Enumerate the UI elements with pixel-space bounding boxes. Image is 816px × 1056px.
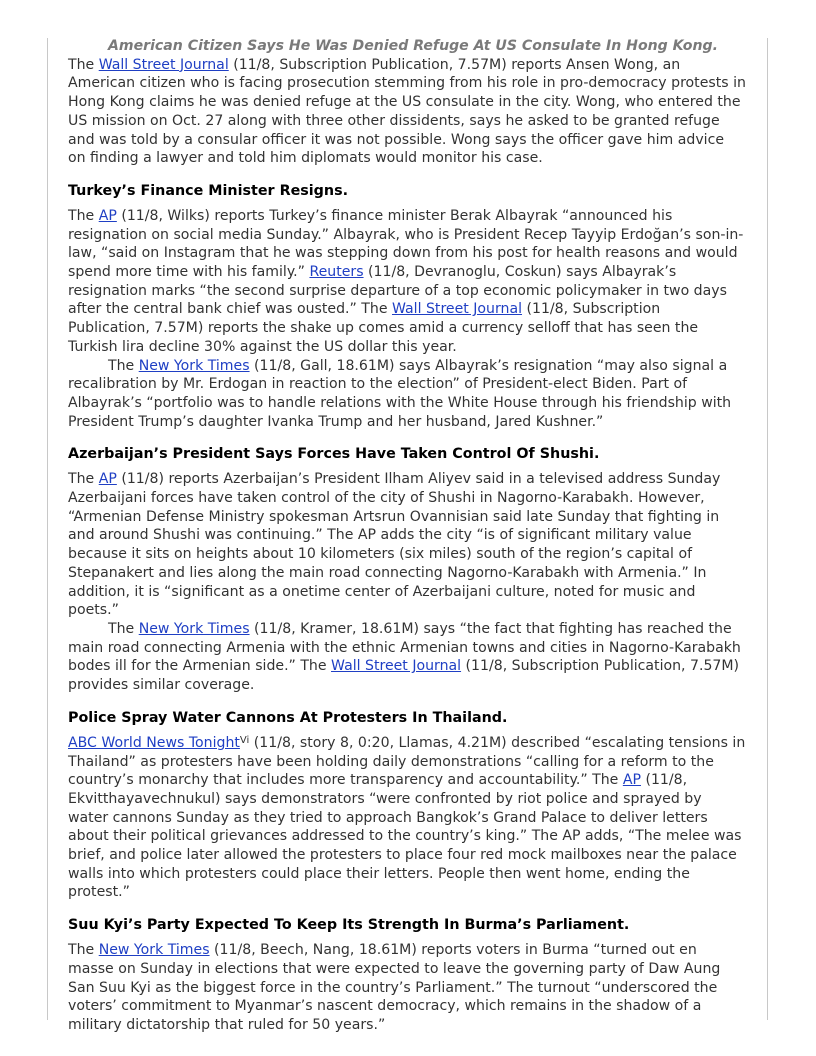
text-run: (11/8, Wilks) reports Turkey’s finance minister Berak Albayrak “announced his resignation on social media Sunday.” Albayrak, who is President Recep Tayyip Erdoğan’s son-in-law, “said on Instagram that he was stepping down from his post for health reasons and would spend more time with his family.” (68, 207, 744, 281)
text-run: The (68, 207, 99, 224)
source-link-ap[interactable]: AP (622, 772, 641, 789)
source-link-new-york-times[interactable]: New York Times (98, 942, 210, 959)
text-run: The (68, 471, 99, 488)
news-briefing-page (68, 37, 746, 1035)
source-link-ap[interactable]: AP (98, 207, 117, 224)
source-link-reuters[interactable]: Reuters (309, 264, 364, 281)
left-margin-rule (47, 38, 48, 1020)
story-burma (68, 916, 746, 1035)
story-title: Turkey’s Finance Minister Resigns. (68, 182, 349, 199)
story-paragraph (68, 941, 746, 1035)
story-hong-kong (68, 37, 746, 168)
text-run: (11/8, Devranoglu, Coskun) says Albayrak’s resignation marks “the second surprise departure of a top economic policymaker in two days after the central bank chief was ousted.” The (68, 264, 727, 318)
story-paragraph (68, 470, 746, 620)
story-azerbaijan (68, 445, 746, 694)
right-margin-rule (767, 38, 768, 1020)
story-paragraph (68, 357, 746, 432)
story-turkey (68, 182, 746, 431)
story-title: Police Spray Water Cannons At Protesters In Thailand. (68, 709, 508, 726)
source-link-wall-street-journal[interactable]: Wall Street Journal (98, 56, 229, 73)
story-title: Azerbaijan’s President Says Forces Have Taken Control Of Shushi. (68, 446, 600, 463)
text-run: (11/8, story 8, 0:20, Llamas, 4.21M) described “escalating tensions in Thailand” as protesters have been holding daily demonstrations “calling for a reform to the country’s monarchy that includes more transparency and accountability.” The (68, 734, 746, 789)
source-link-ap[interactable]: AP (98, 471, 117, 488)
text-run: (11/8, Subscription Publication, 7.57M) reports the shake up comes amid a currency selloff that has seen the Turkish lira decline 30% against the US dollar this year. (68, 301, 699, 355)
story-paragraph (68, 620, 746, 695)
text-run: (11/8, Subscription Publication, 7.57M) reports Ansen Wong, an American citizen who is facing prosecution stemming from his role in pro-democracy protests in Hong Kong claims he was denied refuge at the US consulate in the city. Wong, who entered the US mission on Oct. 27 along with three other dissidents, says he asked to be granted refuge and was told by a consular officer it was not possible. Wong says the officer gave him advice on finding a lawyer and told him diplomats would monitor his case. (68, 56, 746, 167)
text-run: (11/8, Ekvitthayavechnukul) says demonstrators “were confronted by riot police and sprayed by water cannons Sunday as they tried to approach Bangkok’s Grand Palace to deliver letters about their political grievances addressed to the country’s king.” The AP adds, “The melee was brief, and police later allowed the protesters to place four red mock mailboxes near the palace walls into which protesters could place their letters. People then went home, ending the protest.” (68, 772, 742, 901)
text-run: (11/8, Beech, Nang, 18.61M) reports voters in Burma “turned out en masse on Sunday in elections that were expected to leave the governing party of Daw Aung San Suu Kyi as the biggest force in the country’s Parliament.” The turnout “underscored the voters’ commitment to Myanmar’s nascent democracy, which remains in the shadow of a military dictatorship that ruled for 50 years.” (68, 942, 721, 1033)
text-run: The (108, 620, 139, 637)
story-title: American Citizen Says He Was Denied Refuge At US Consulate In Hong Kong. (108, 38, 718, 54)
source-link-new-york-times[interactable]: New York Times (138, 357, 250, 374)
story-paragraph (68, 734, 746, 902)
video-superscript: Vi (239, 734, 250, 746)
story-paragraph (68, 207, 746, 357)
source-link-abc-world-news-tonight[interactable]: ABC World News Tonight (68, 734, 240, 751)
source-link-wall-street-journal[interactable]: Wall Street Journal (391, 301, 523, 318)
text-run: (11/8) reports Azerbaijan’s President Ilham Aliyev said in a televised address Sunday Azerbaijani forces have taken control of the city of Shushi in Nagorno-Karabakh. However, “Armenian Defense Ministry spokesman Artsrun Ovannisian said late Sunday that fighting in and around Shushi was continuing.” The AP adds the city “is of significant military value because it sits on heights about 10 kilometers (six miles) south of the region’s capital of Stepanakert and lies along the main road connecting Nagorno-Karabakh with Armenia.” In addition, it is “significant as a onetime center of Azerbaijani culture, noted for music and poets.” (68, 471, 721, 619)
story-paragraph (68, 56, 746, 168)
source-link-wall-street-journal[interactable]: Wall Street Journal (331, 658, 462, 675)
story-title: Suu Kyi’s Party Expected To Keep Its Strength In Burma’s Parliament. (68, 917, 630, 934)
text-run: The (68, 942, 99, 959)
text-run: (11/8, Gall, 18.61M) says Albayrak’s resignation “may also signal a recalibration by Mr. Erdogan in reaction to the election” of President-elect Biden. Part of Albayrak’s “portfolio was to handle relations with the White House through his friendship with President Trump’s daughter Ivanka Trump and her husband, Jared Kushner.” (68, 357, 732, 430)
text-run: (11/8, Kramer, 18.61M) says “the fact that fighting has reached the main road connecting Armenia with the ethnic Armenian towns and cities in Nagorno-Karabakh bodes ill for the Armenian side.” The (68, 620, 741, 675)
text-run: (11/8, Subscription Publication, 7.57M) provides similar coverage. (68, 658, 740, 694)
text-run: The (108, 357, 139, 374)
text-run: The (68, 56, 99, 73)
story-thailand (68, 709, 746, 902)
source-link-new-york-times[interactable]: New York Times (138, 620, 250, 637)
